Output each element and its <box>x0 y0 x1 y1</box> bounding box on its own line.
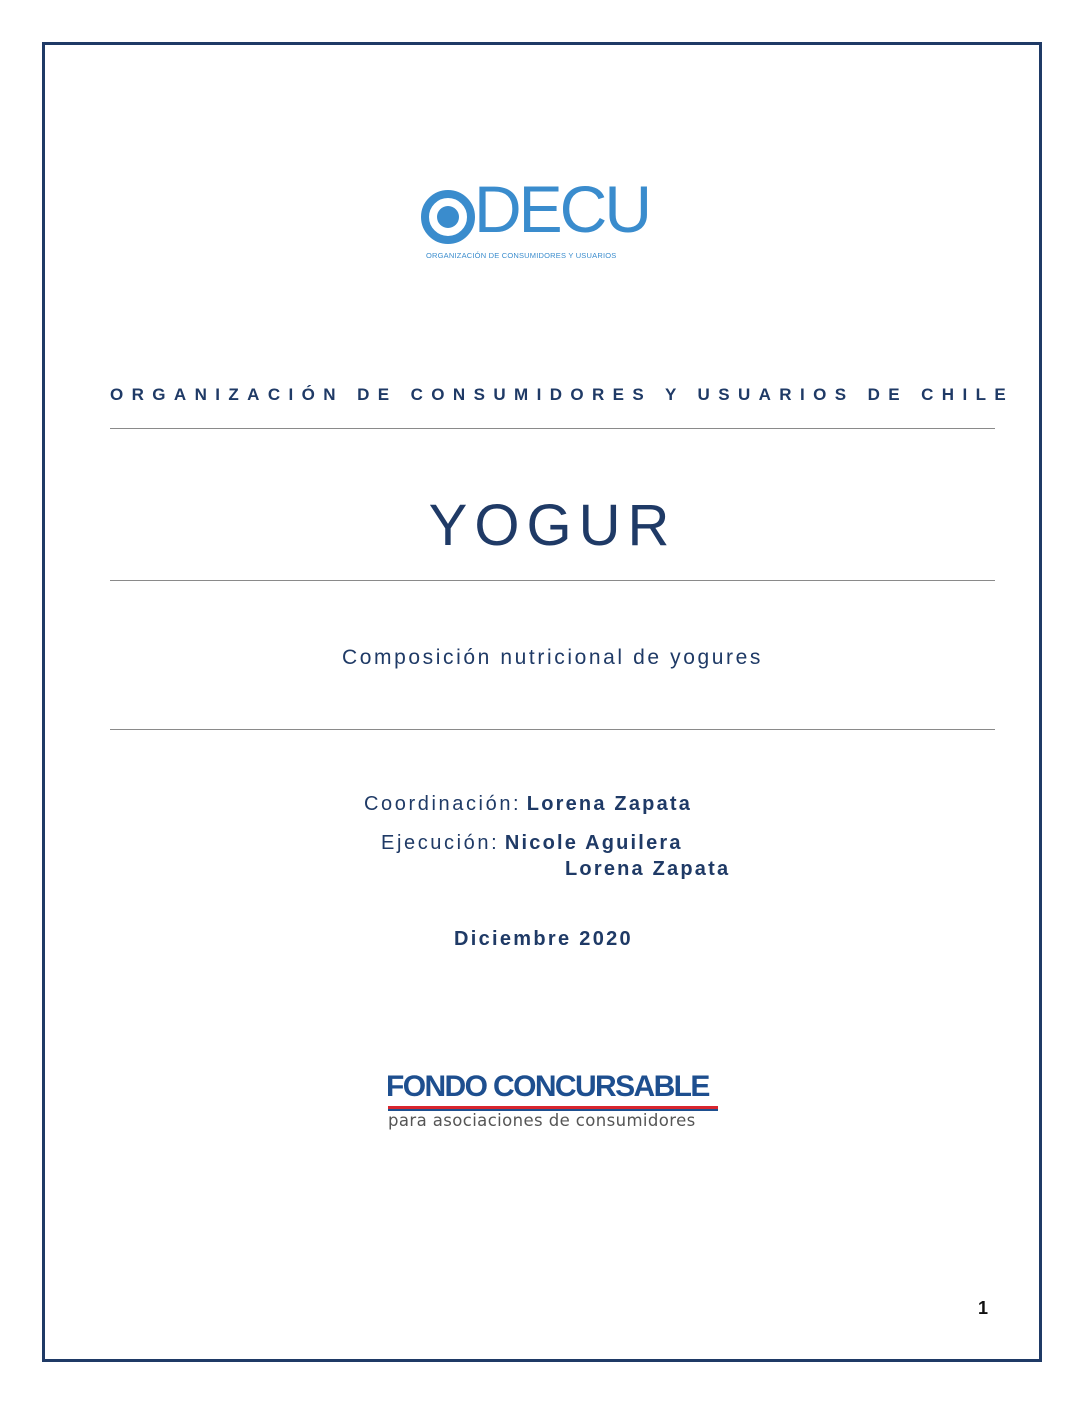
divider-top <box>110 428 995 429</box>
fondo-subtitle: para asociaciones de consumidores <box>388 1111 696 1130</box>
execution-line <box>381 832 683 855</box>
document-subtitle: Composición nutricional de yogures <box>341 646 764 669</box>
execution-label: Ejecución: <box>381 832 500 854</box>
odecu-wordmark: DECU <box>474 172 650 246</box>
execution-line-2 <box>565 858 730 881</box>
execution-name-2: Lorena Zapata <box>565 858 731 880</box>
document-date: Diciembre 2020 <box>454 928 633 950</box>
execution-name-1: Nicole Aguilera <box>504 832 683 854</box>
coordination-line <box>364 793 692 816</box>
odecu-circle-icon <box>420 186 476 248</box>
page-number: 1 <box>978 1298 989 1318</box>
fondo-title: FONDO CONCURSABLE <box>386 1070 709 1103</box>
divider-bottom <box>110 729 995 730</box>
divider-middle <box>110 580 995 581</box>
odecu-logo <box>420 172 690 266</box>
fondo-concursable-logo <box>386 1072 722 1136</box>
document-title: YOGUR <box>428 493 677 558</box>
coordination-label: Coordinación: <box>364 793 522 815</box>
coordination-name: Lorena Zapata <box>526 793 693 815</box>
organization-name: ORGANIZACIÓN DE CONSUMIDORES Y USUARIOS DE CHILE <box>110 385 1015 404</box>
odecu-tagline: ORGANIZACIÓN DE CONSUMIDORES Y USUARIOS <box>426 251 617 260</box>
